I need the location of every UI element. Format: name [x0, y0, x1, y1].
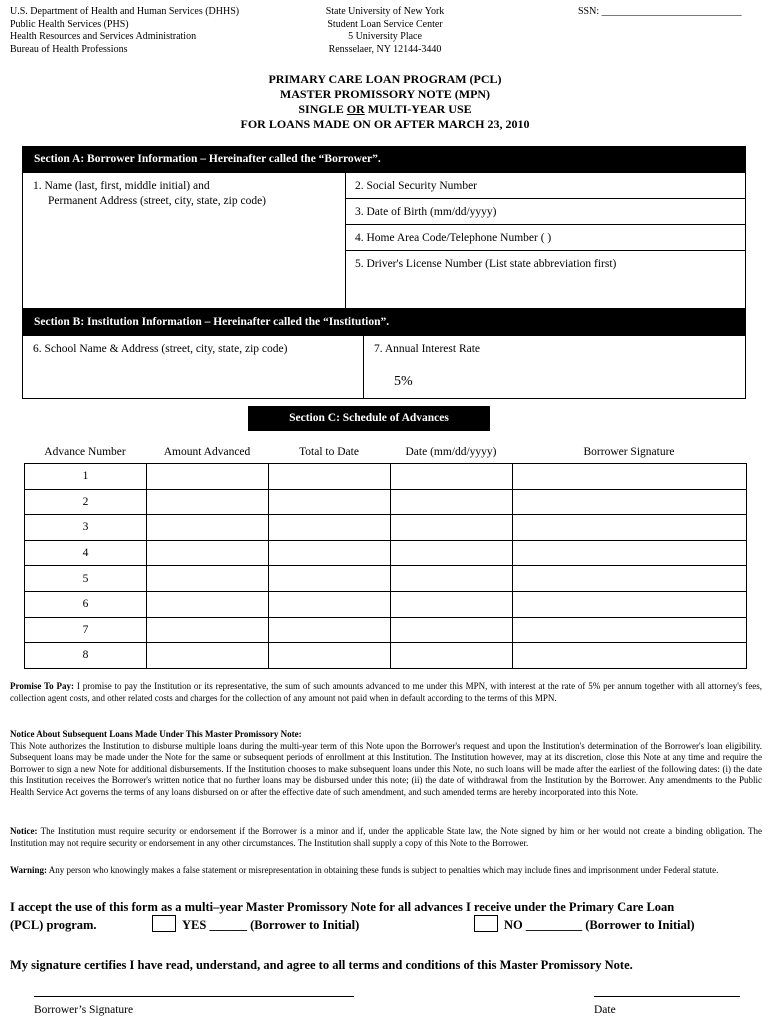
notice-security: [10, 826, 762, 849]
col-advance-number: Advance Number: [44, 446, 126, 458]
signature-cell[interactable]: [513, 591, 747, 617]
total-cell[interactable]: [269, 566, 391, 592]
warning: [10, 865, 762, 877]
table-row: [25, 489, 747, 515]
date-cell[interactable]: [391, 566, 513, 592]
signature-cell[interactable]: [513, 540, 747, 566]
advance-number: 7: [25, 617, 147, 643]
table-row: [25, 515, 747, 541]
date-cell[interactable]: [391, 617, 513, 643]
accept-text: (PCL) program.: [10, 918, 97, 932]
paragraph-text: Any person who knowingly makes a false statement or misrepresentation in obtaining these funds is subject to penalties which may include fines and imprisonment under Federal statute.: [47, 865, 719, 875]
advance-number: 3: [25, 515, 147, 541]
table-row: [25, 540, 747, 566]
amount-cell[interactable]: [147, 540, 269, 566]
col-total-to-date: Total to Date: [299, 446, 359, 458]
advances-table: [24, 463, 747, 669]
advance-number: 6: [25, 591, 147, 617]
signature-cell[interactable]: [513, 515, 747, 541]
advance-number: 4: [25, 540, 147, 566]
agency-line: Public Health Services (PHS): [10, 18, 129, 30]
license-input[interactable]: 5. Driver's License Number (List state abbreviation first): [355, 258, 617, 270]
total-cell[interactable]: [269, 617, 391, 643]
total-cell[interactable]: [269, 489, 391, 515]
ssn-field[interactable]: SSN: ____________________________: [578, 6, 742, 17]
yes-checkbox[interactable]: [152, 915, 176, 932]
date-cell[interactable]: [391, 643, 513, 669]
field-label: 1. Name (last, first, middle initial) and: [33, 180, 210, 192]
table-row: [25, 617, 747, 643]
paragraph-text: The Institution must require security or endorsement if the Borrower is a minor and if, under the applicable State law, the Note signed by him or her would not create a binding obligation. The Institution may not require security or endorsement in any other circumstances. The Institution shall supply a copy of this Note to the Borrower.: [10, 826, 762, 848]
advance-number: 2: [25, 489, 147, 515]
promise-to-pay: [10, 681, 762, 704]
title-line: FOR LOANS MADE ON OR AFTER MARCH 23, 2010: [240, 117, 530, 131]
ssn-input[interactable]: 2. Social Security Number: [346, 173, 746, 199]
dob-input[interactable]: 3. Date of Birth (mm/dd/yyyy): [346, 199, 746, 225]
accept-statement: [10, 899, 762, 933]
section-a-box: [22, 172, 746, 309]
advance-number: 5: [25, 566, 147, 592]
signature-cell[interactable]: [513, 617, 747, 643]
col-amount-advanced: Amount Advanced: [163, 446, 251, 458]
table-row: [25, 464, 747, 490]
total-cell[interactable]: [269, 464, 391, 490]
notice-subsequent-loans: [10, 729, 762, 798]
section-a-heading: Section A: Borrower Information – Hereinafter called the “Borrower”.: [22, 146, 746, 173]
amount-cell[interactable]: [147, 566, 269, 592]
certify-statement: My signature certifies I have read, understand, and agree to all terms and conditions of this Master Promissory Note.: [10, 958, 633, 972]
field-label: 7. Annual Interest Rate: [374, 343, 481, 355]
agency-line: Health Resources and Services Administration: [10, 31, 197, 42]
borrower-fields-column: [345, 173, 746, 308]
date-cell[interactable]: [391, 591, 513, 617]
paragraph-text: This Note authorizes the Institution to disburse multiple loans during the multi-year term of this Note upon the Borrower's request and upon the Institution's determination of the Borrower's loan eligibility. Subsequent loans may be made under the Note for the same or subsequent periods of enrollment at this Institution. The Institution however, may at its discretion, close this Note at any time and require the Borrower to sign a new Note for additional disbursements. If the Institution chooses to make subsequent loans under this Note, no such loans will be made after the earliest of the following dates: (i) the date this Institution receives the Borrower's written notice that no further loans may be disbursed under this note; (ii) the date of withdrawal from the Institution by the Borrower. Any amendments to the Public Health Service Act governs the terms of any loans disbursed on or after the effective date of such amendment, and such amended terms are hereby incorporated into this Note.: [10, 740, 762, 797]
field-label: Permanent Address (street, city, state, zip code): [48, 195, 267, 207]
title-line: MASTER PROMISSORY NOTE (MPN): [279, 87, 491, 101]
agency-line: U.S. Department of Health and Human Services (DHHS): [10, 6, 240, 17]
no-label: NO _________ (Borrower to Initial): [504, 918, 695, 932]
title-line: PRIMARY CARE LOAN PROGRAM (PCL): [268, 72, 502, 86]
date-cell[interactable]: [391, 540, 513, 566]
yes-label: YES ______ (Borrower to Initial): [182, 918, 360, 932]
date-cell[interactable]: [391, 515, 513, 541]
service-center-line: Student Loan Service Center: [327, 18, 443, 30]
amount-cell[interactable]: [147, 617, 269, 643]
paragraph-label: Warning:: [10, 865, 48, 875]
section-b-box: [22, 335, 746, 399]
no-checkbox[interactable]: [474, 915, 498, 932]
phone-input[interactable]: 4. Home Area Code/Telephone Number ( ): [346, 225, 746, 251]
paragraph-label: Notice About Subsequent Loans Made Under This Master Promissory Note:: [10, 729, 302, 739]
paragraph-label: Notice:: [10, 826, 38, 836]
total-cell[interactable]: [269, 540, 391, 566]
agency-line: Bureau of Health Professions: [10, 43, 128, 55]
date-line[interactable]: [594, 996, 740, 997]
col-date: Date (mm/dd/yyyy): [405, 446, 497, 458]
title-text: MULTI-YEAR USE: [364, 102, 472, 116]
school-address-field[interactable]: 6. School Name & Address (street, city, state, zip code): [33, 343, 288, 355]
service-center-line: State University of New York: [325, 6, 445, 17]
advance-number: 1: [25, 464, 147, 490]
section-c-heading: Section C: Schedule of Advances: [248, 406, 490, 431]
interest-rate-value: 5%: [394, 374, 413, 389]
title-text: SINGLE: [298, 102, 347, 116]
borrower-signature-label: Borrower’s Signature: [34, 1004, 134, 1016]
date-cell[interactable]: [391, 489, 513, 515]
date-cell[interactable]: [391, 464, 513, 490]
signature-cell[interactable]: [513, 464, 747, 490]
table-row: [25, 591, 747, 617]
section-b-heading: Section B: Institution Information – Hereinafter called the “Institution”.: [22, 309, 746, 336]
total-cell[interactable]: [269, 515, 391, 541]
form-title: [0, 72, 770, 132]
amount-cell[interactable]: [147, 489, 269, 515]
service-center-line: 5 University Place: [348, 31, 422, 42]
table-row: [25, 566, 747, 592]
signature-cell[interactable]: [513, 566, 747, 592]
col-borrower-signature: Borrower Signature: [583, 446, 675, 458]
borrower-signature-line[interactable]: [34, 996, 354, 997]
advance-number: 8: [25, 643, 147, 669]
agency-block: [10, 6, 239, 56]
amount-cell[interactable]: [147, 643, 269, 669]
amount-cell[interactable]: [147, 591, 269, 617]
paragraph-label: Promise To Pay:: [10, 681, 75, 691]
title-line: [0, 102, 770, 117]
signature-cell[interactable]: [513, 489, 747, 515]
accept-line: [10, 915, 762, 933]
amount-cell[interactable]: [147, 464, 269, 490]
service-center-line: Rensselaer, NY 12144-3440: [328, 43, 442, 55]
service-center-block: [300, 6, 470, 56]
total-cell[interactable]: [269, 643, 391, 669]
title-or: OR: [346, 102, 365, 116]
name-address-field[interactable]: [33, 179, 266, 209]
amount-cell[interactable]: [147, 515, 269, 541]
signature-cell[interactable]: [513, 643, 747, 669]
table-row: [25, 643, 747, 669]
total-cell[interactable]: [269, 591, 391, 617]
accept-line: I accept the use of this form as a multi–year Master Promissory Note for all advances I receive under the Primary Care Loan: [10, 900, 675, 914]
interest-rate-field: [363, 336, 746, 398]
date-label: Date: [594, 1004, 616, 1016]
paragraph-text: I promise to pay the Institution or its representative, the sum of such amounts advanced to me under this MPN, with interest at the rate of 5% per annum together with all attorney's fees, collection agent costs, and other related costs and charges for the collection of any amount not paid when in default according to the terms of this MPN.: [10, 681, 762, 703]
